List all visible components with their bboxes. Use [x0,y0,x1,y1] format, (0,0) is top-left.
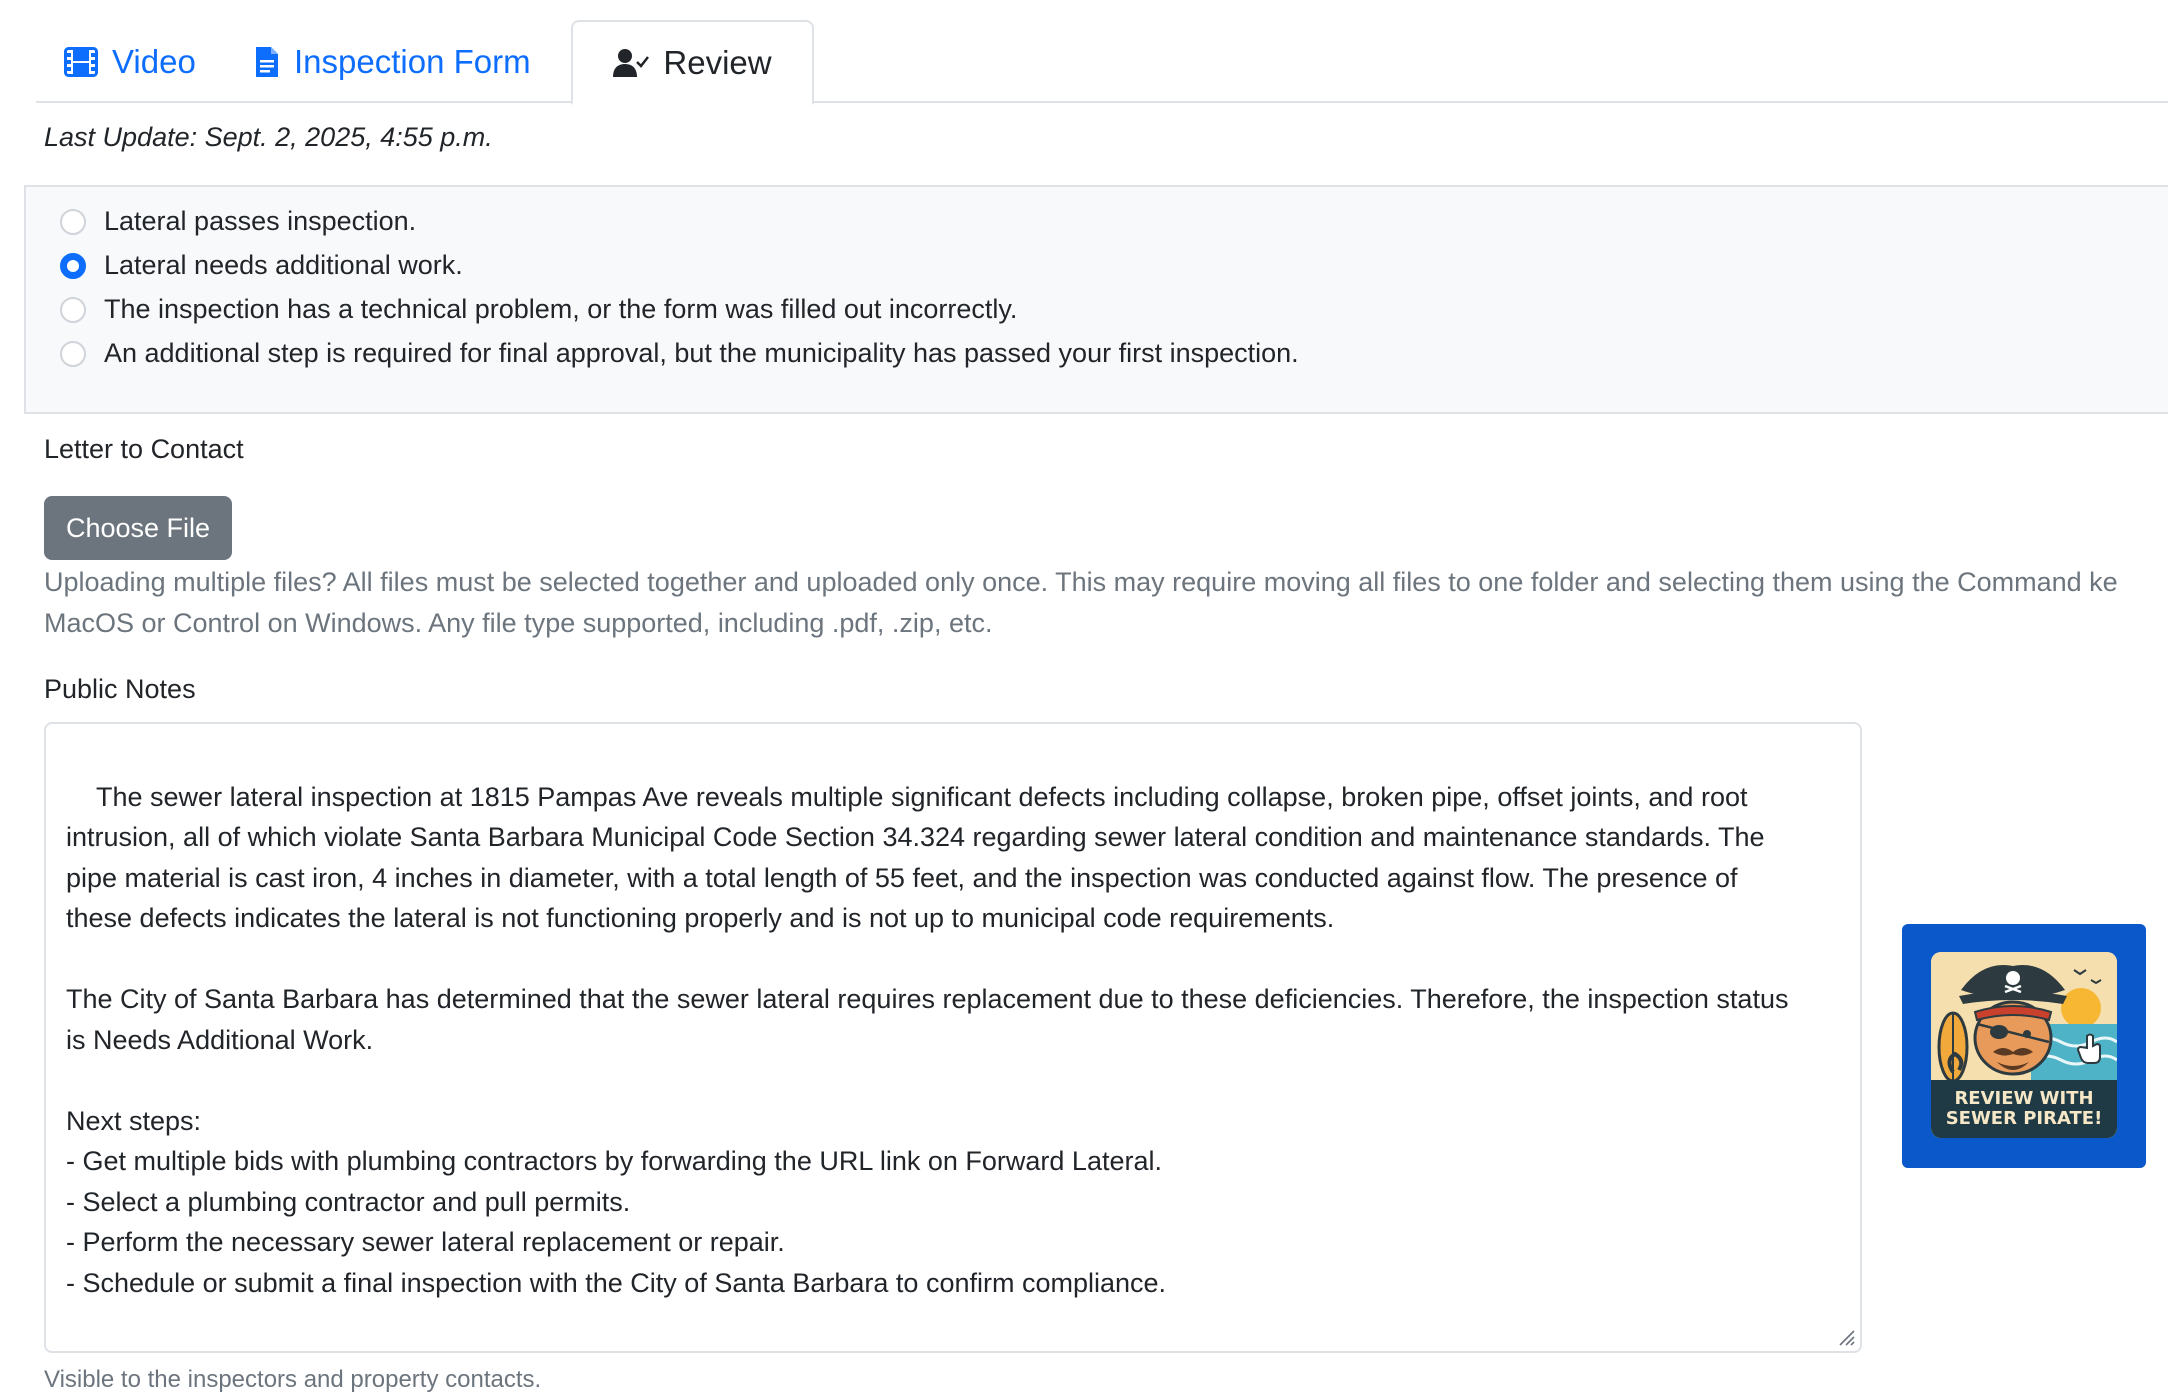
sewer-pirate-caption [1931,1080,2117,1138]
sewer-pirate-caption-line: REVIEW WITH [1954,1088,2094,1109]
tab-bar [36,0,2168,103]
tab-video[interactable] [64,20,196,103]
status-radio-additional-step[interactable] [60,341,86,367]
public-notes-text: The sewer lateral inspection at 1815 Pampas Ave reveals multiple significant defects including collapse, broken pipe, offset joints, and root intrusion, all of which violate Santa Barbara Municipal Code Section 34.324 regarding sewer lateral condition and maintenance standards. The pipe material is cast iron, 4 inches in diameter, with a total length of 55 feet, and the inspection was conducted against flow. The presence of these defects indicates the lateral is not functioning properly and is not up to municipal code requirements. The City of Santa Barbara has determined that the sewer lateral requires replacement due to these deficiencies. Therefore, the inspection status is Needs Additional Work. Next steps: - Get multiple bids with plumbing contractors by forwarding the URL link on Forward Lateral. - Select a plumbing contractor and pull permits. - Perform the necessary sewer lateral replacement or repair. - Schedule or submit a final inspection with the City of Santa Barbara to confirm compliance. [66,781,1789,1298]
status-option-label: An additional step is required for final approval, but the municipality has passed your first inspection. [104,338,1299,368]
resize-handle-icon[interactable] [1834,1325,1856,1347]
file-upload-help-line: MacOS or Control on Windows. Any file type supported, including .pdf, .zip, etc. [44,608,993,638]
status-radio-needs-work[interactable] [60,253,86,279]
tab-video-label: Video [112,42,196,80]
file-text-icon [254,45,280,79]
tab-inspection-form[interactable] [254,20,531,103]
letter-to-contact-label: Letter to Contact [44,434,244,464]
user-check-icon [613,48,649,78]
public-notes-help: Visible to the inspectors and property contacts. [44,1366,542,1393]
sewer-pirate-caption-line: SEWER PIRATE! [1945,1108,2103,1129]
public-notes-textarea[interactable] [44,722,1862,1353]
status-option-passes[interactable] [60,206,416,237]
choose-file-button[interactable]: Choose File [44,496,232,560]
status-option-label: Lateral needs additional work. [104,250,463,280]
tab-review[interactable] [571,20,814,105]
tab-inspection-form-label: Inspection Form [294,42,531,80]
file-upload-help-line: Uploading multiple files? All files must be selected together and uploaded only once. This may require moving all files to one folder and selecting them using the Command ke [44,567,2118,597]
status-radio-passes[interactable] [60,209,86,235]
last-update-text: Last Update: Sept. 2, 2025, 4:55 p.m. [44,122,493,152]
status-option-label: Lateral passes inspection. [104,206,417,236]
public-notes-label: Public Notes [44,674,196,704]
sewer-pirate-card [1931,952,2117,1138]
file-upload-help [44,562,2168,644]
status-radio-technical-problem[interactable] [60,297,86,323]
status-option-technical-problem[interactable] [60,294,1017,325]
status-option-additional-step[interactable] [60,338,1299,369]
inspection-status-panel [24,185,2168,414]
tab-review-label: Review [663,43,772,81]
film-icon [64,47,98,77]
review-with-sewer-pirate-button[interactable] [1902,924,2146,1168]
status-option-label: The inspection has a technical problem, or the form was filled out incorrectly. [104,294,1018,324]
status-option-needs-work[interactable] [60,250,463,281]
